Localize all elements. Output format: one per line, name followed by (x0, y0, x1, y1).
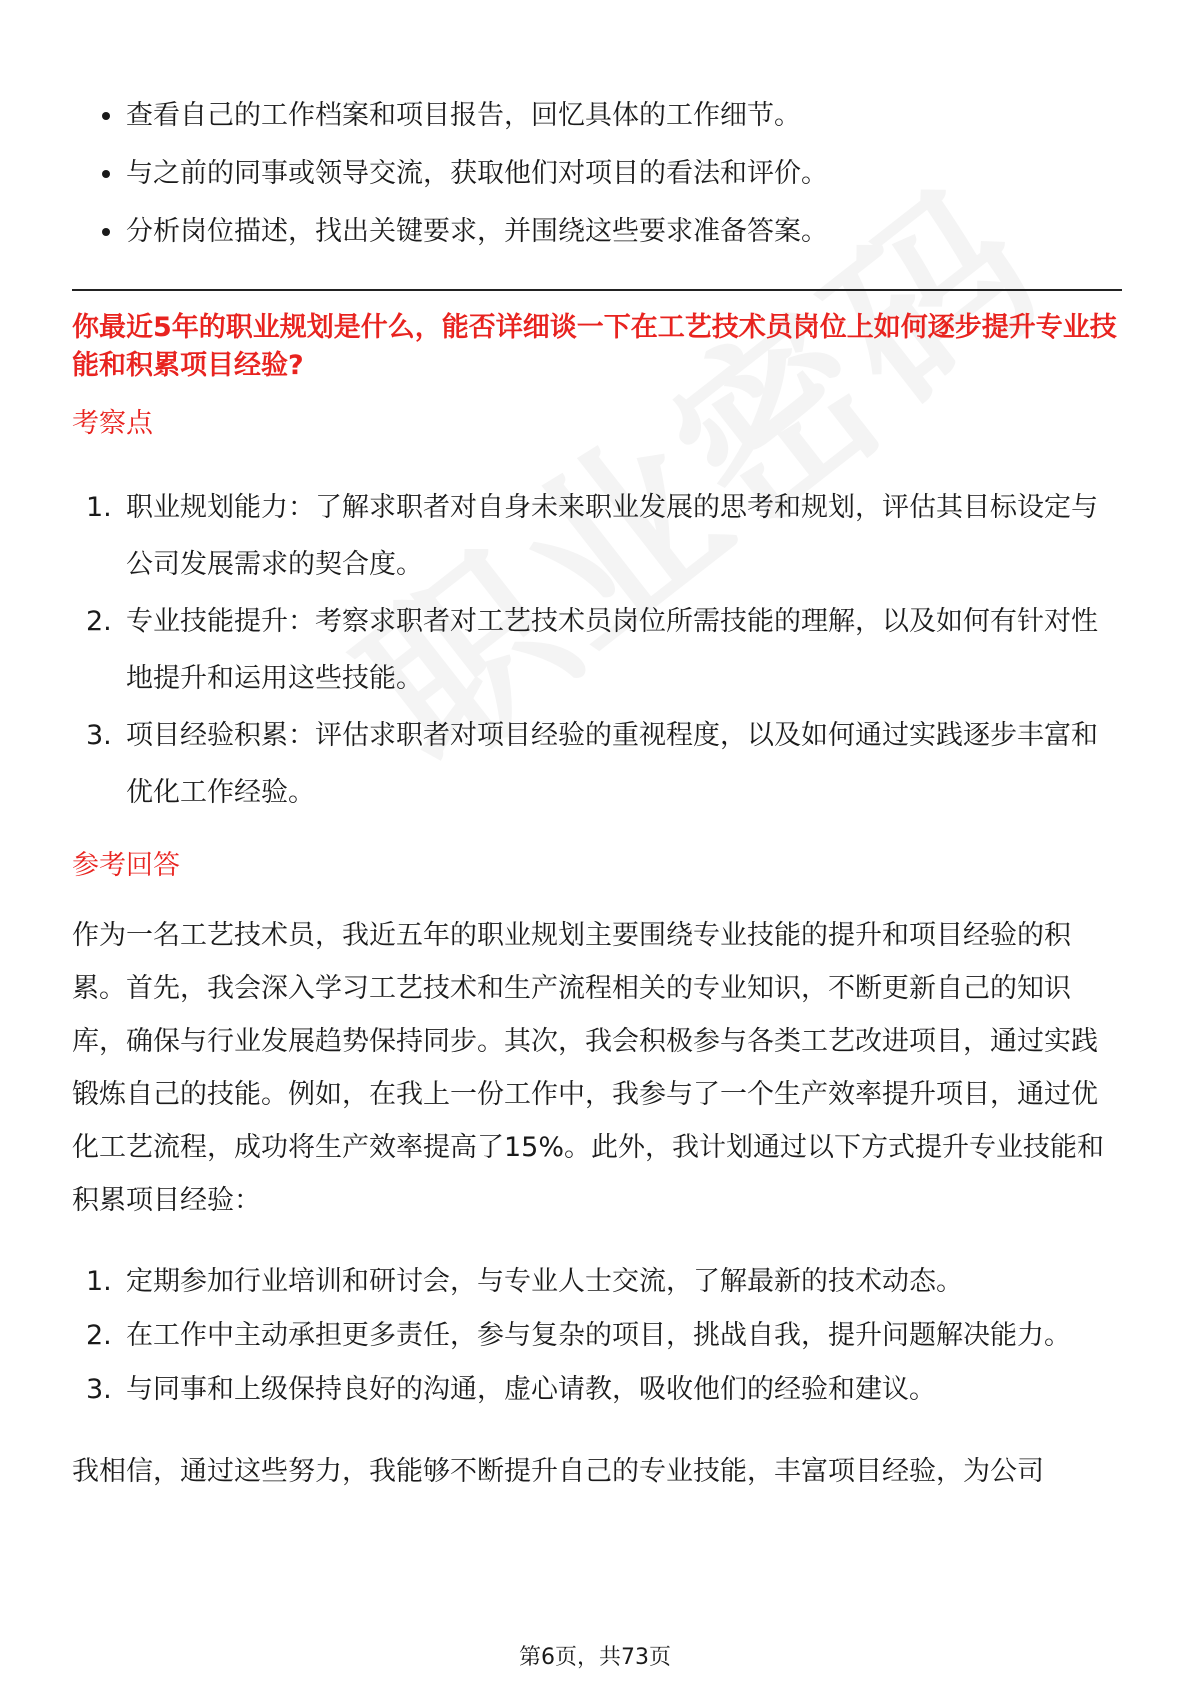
section-title-inspect: 考察点 (72, 408, 153, 439)
answer-items-list (72, 1255, 1122, 1417)
list-item (72, 479, 1122, 593)
section-title-answer: 参考回答 (72, 850, 180, 881)
tips-bullet-list (72, 96, 1122, 251)
item-number: 3. (86, 1374, 112, 1405)
page-number-footer: 第6页，共73页 (519, 1645, 671, 1670)
item-text: 专业技能提升：考察求职者对工艺技术员岗位所需技能的理解，以及如何有针对性地提升和运用这些技能。 (126, 606, 1098, 694)
item-number: 2. (86, 606, 112, 637)
item-number: 3. (86, 720, 112, 751)
item-text: 职业规划能力：了解求职者对自身未来职业发展的思考和规划，评估其目标设定与公司发展需求的契合度。 (126, 492, 1098, 580)
interview-question: 你最近5年的职业规划是什么，能否详细谈一下在工艺技术员岗位上如何逐步提升专业技能和积累项目经验? (72, 312, 1117, 381)
item-text: 在工作中主动承担更多责任，参与复杂的项目，挑战自我，提升问题解决能力。 (126, 1320, 1071, 1351)
list-item (72, 593, 1122, 707)
list-item (72, 1309, 1122, 1363)
bullet-text: 分析岗位描述，找出关键要求，并围绕这些要求准备答案。 (126, 216, 828, 247)
item-number: 1. (86, 492, 112, 523)
list-item (72, 707, 1122, 821)
list-item (72, 96, 1122, 135)
page-content (72, 96, 1122, 1498)
bullet-icon (102, 228, 110, 236)
list-item (72, 1255, 1122, 1309)
answer-paragraph: 作为一名工艺技术员，我近五年的职业规划主要围绕专业技能的提升和项目经验的积累。首先，我会深入学习工艺技术和生产流程相关的专业知识，不断更新自己的知识库，确保与行业发展趋势保持同步。其次，我会积极参与各类工艺改进项目，通过实践锻炼自己的技能。例如，在我上一份工作中，我参与了一个生产效率提升项目，通过优化工艺流程，成功将生产效率提高了15%。此外，我计划通过以下方式提升专业技能和积累项目经验： (72, 920, 1105, 1216)
item-text: 与同事和上级保持良好的沟通，虚心请教，吸收他们的经验和建议。 (126, 1374, 936, 1405)
section-divider (72, 289, 1122, 291)
list-item (72, 212, 1122, 251)
closing-paragraph: 我相信，通过这些努力，我能够不断提升自己的专业技能，丰富项目经验，为公司 (72, 1456, 1044, 1487)
item-number: 1. (86, 1266, 112, 1297)
bullet-text: 查看自己的工作档案和项目报告，回忆具体的工作细节。 (126, 100, 801, 131)
inspect-points-list (72, 479, 1122, 821)
list-item (72, 154, 1122, 193)
item-text: 项目经验积累：评估求职者对项目经验的重视程度，以及如何通过实践逐步丰富和优化工作经验。 (126, 720, 1098, 808)
bullet-text: 与之前的同事或领导交流，获取他们对项目的看法和评价。 (126, 158, 828, 189)
list-item (72, 1363, 1122, 1417)
item-number: 2. (86, 1320, 112, 1351)
item-text: 定期参加行业培训和研讨会，与专业人士交流，了解最新的技术动态。 (126, 1266, 963, 1297)
bullet-icon (102, 112, 110, 120)
bullet-icon (102, 170, 110, 178)
